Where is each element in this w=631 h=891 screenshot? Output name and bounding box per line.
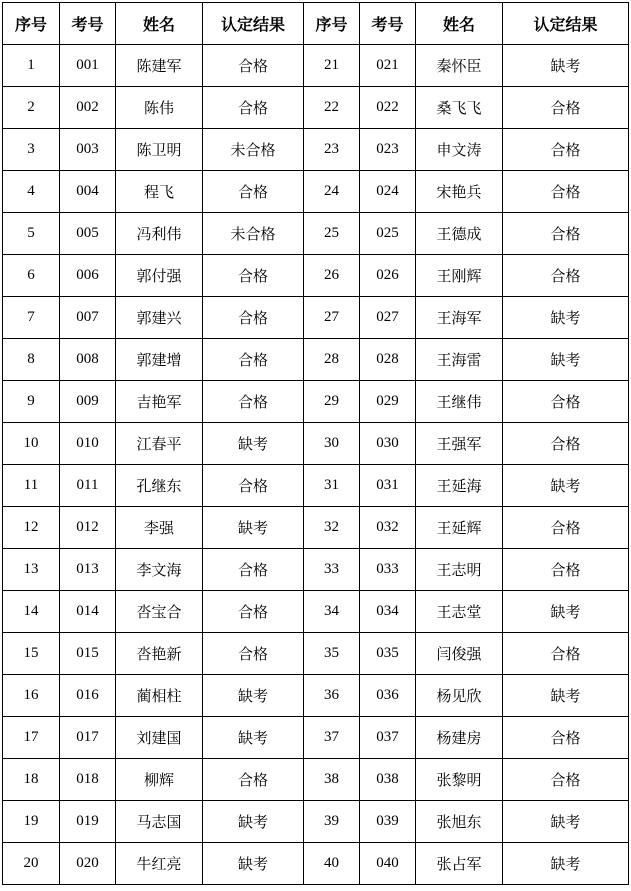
cell-result-right: 合格 [503,381,629,423]
table-body [3,45,629,885]
cell-result-right: 缺考 [503,465,629,507]
results-table [2,2,629,885]
cell-name-left: 陈卫明 [116,129,203,171]
cell-name-right: 张旭东 [416,801,503,843]
cell-name-left: 陈伟 [116,87,203,129]
cell-result-right: 缺考 [503,297,629,339]
cell-serial-right: 32 [304,507,360,549]
cell-exam-no-left: 012 [60,507,116,549]
table-row [3,549,629,591]
cell-name-right: 王继伟 [416,381,503,423]
cell-serial-left: 12 [3,507,60,549]
header-name-right: 姓名 [416,3,503,45]
cell-name-left: 蔺相柱 [116,675,203,717]
cell-exam-no-right: 035 [360,633,416,675]
cell-serial-right: 27 [304,297,360,339]
cell-exam-no-left: 019 [60,801,116,843]
cell-name-right: 秦怀臣 [416,45,503,87]
cell-result-left: 合格 [203,759,304,801]
cell-name-right: 桑飞飞 [416,87,503,129]
cell-result-right: 合格 [503,717,629,759]
cell-serial-left: 15 [3,633,60,675]
cell-exam-no-right: 039 [360,801,416,843]
cell-exam-no-left: 007 [60,297,116,339]
cell-result-right: 缺考 [503,675,629,717]
cell-serial-right: 23 [304,129,360,171]
cell-exam-no-left: 017 [60,717,116,759]
cell-result-left: 合格 [203,591,304,633]
cell-name-left: 马志国 [116,801,203,843]
cell-result-left: 合格 [203,381,304,423]
cell-serial-right: 28 [304,339,360,381]
cell-serial-right: 29 [304,381,360,423]
cell-name-right: 王刚辉 [416,255,503,297]
cell-serial-right: 36 [304,675,360,717]
cell-result-left: 合格 [203,45,304,87]
cell-exam-no-left: 018 [60,759,116,801]
cell-result-left: 缺考 [203,801,304,843]
cell-exam-no-left: 002 [60,87,116,129]
cell-name-right: 宋艳兵 [416,171,503,213]
table-row [3,507,629,549]
cell-name-right: 王强军 [416,423,503,465]
cell-name-right: 王海雷 [416,339,503,381]
cell-exam-no-right: 029 [360,381,416,423]
cell-name-left: 郭付强 [116,255,203,297]
cell-exam-no-right: 025 [360,213,416,255]
cell-result-left: 缺考 [203,717,304,759]
cell-serial-right: 21 [304,45,360,87]
cell-serial-left: 4 [3,171,60,213]
cell-result-left: 合格 [203,171,304,213]
cell-exam-no-right: 027 [360,297,416,339]
cell-serial-right: 30 [304,423,360,465]
cell-exam-no-right: 023 [360,129,416,171]
cell-exam-no-right: 036 [360,675,416,717]
cell-name-right: 王志堂 [416,591,503,633]
cell-serial-left: 1 [3,45,60,87]
table-row [3,381,629,423]
table-row [3,87,629,129]
table-row [3,339,629,381]
cell-result-left: 合格 [203,339,304,381]
table-row [3,171,629,213]
cell-serial-left: 17 [3,717,60,759]
table-row [3,45,629,87]
cell-name-left: 呇宝合 [116,591,203,633]
cell-exam-no-left: 009 [60,381,116,423]
cell-exam-no-right: 021 [360,45,416,87]
cell-name-left: 陈建军 [116,45,203,87]
table-row [3,633,629,675]
table-row [3,297,629,339]
cell-result-left: 缺考 [203,423,304,465]
cell-name-left: 郭建增 [116,339,203,381]
table-row [3,213,629,255]
cell-exam-no-left: 003 [60,129,116,171]
cell-name-right: 申文涛 [416,129,503,171]
cell-name-left: 牛红亮 [116,843,203,885]
cell-exam-no-right: 026 [360,255,416,297]
cell-result-right: 合格 [503,507,629,549]
header-result-right: 认定结果 [503,3,629,45]
cell-serial-left: 5 [3,213,60,255]
cell-exam-no-left: 005 [60,213,116,255]
cell-name-left: 孔继东 [116,465,203,507]
cell-name-right: 王延辉 [416,507,503,549]
cell-name-right: 杨建房 [416,717,503,759]
cell-name-right: 王海军 [416,297,503,339]
cell-serial-left: 9 [3,381,60,423]
cell-serial-right: 38 [304,759,360,801]
cell-result-left: 合格 [203,549,304,591]
cell-exam-no-right: 040 [360,843,416,885]
cell-exam-no-left: 013 [60,549,116,591]
cell-exam-no-right: 033 [360,549,416,591]
cell-result-left: 未合格 [203,213,304,255]
cell-name-left: 江春平 [116,423,203,465]
table-row [3,255,629,297]
cell-serial-right: 39 [304,801,360,843]
table-row [3,759,629,801]
cell-serial-right: 25 [304,213,360,255]
table-row [3,717,629,759]
cell-serial-left: 8 [3,339,60,381]
cell-serial-right: 37 [304,717,360,759]
cell-serial-left: 7 [3,297,60,339]
cell-exam-no-left: 004 [60,171,116,213]
cell-exam-no-right: 038 [360,759,416,801]
header-serial-right: 序号 [304,3,360,45]
header-serial-left: 序号 [3,3,60,45]
table-row [3,801,629,843]
header-name-left: 姓名 [116,3,203,45]
cell-result-left: 缺考 [203,507,304,549]
cell-serial-left: 14 [3,591,60,633]
cell-result-right: 缺考 [503,591,629,633]
cell-name-right: 杨见欣 [416,675,503,717]
cell-exam-no-right: 031 [360,465,416,507]
cell-result-left: 合格 [203,633,304,675]
cell-serial-right: 31 [304,465,360,507]
cell-exam-no-left: 010 [60,423,116,465]
cell-serial-left: 16 [3,675,60,717]
cell-result-right: 缺考 [503,801,629,843]
cell-serial-left: 18 [3,759,60,801]
cell-serial-left: 10 [3,423,60,465]
cell-name-right: 王延海 [416,465,503,507]
cell-name-left: 程飞 [116,171,203,213]
header-exam-no-left: 考号 [60,3,116,45]
cell-result-right: 合格 [503,423,629,465]
table-row [3,129,629,171]
cell-result-right: 合格 [503,759,629,801]
cell-result-right: 缺考 [503,339,629,381]
cell-name-left: 李强 [116,507,203,549]
table-row [3,423,629,465]
cell-serial-left: 3 [3,129,60,171]
cell-result-left: 合格 [203,87,304,129]
cell-name-right: 王德成 [416,213,503,255]
cell-exam-no-right: 037 [360,717,416,759]
cell-exam-no-right: 028 [360,339,416,381]
cell-serial-left: 2 [3,87,60,129]
cell-exam-no-right: 022 [360,87,416,129]
cell-name-left: 李文海 [116,549,203,591]
cell-result-right: 合格 [503,87,629,129]
cell-result-right: 合格 [503,213,629,255]
cell-result-right: 缺考 [503,843,629,885]
cell-result-right: 合格 [503,633,629,675]
cell-serial-right: 35 [304,633,360,675]
cell-serial-left: 20 [3,843,60,885]
cell-result-right: 合格 [503,549,629,591]
cell-name-left: 呇艳新 [116,633,203,675]
cell-exam-no-left: 016 [60,675,116,717]
cell-exam-no-left: 015 [60,633,116,675]
cell-name-right: 王志明 [416,549,503,591]
cell-serial-right: 40 [304,843,360,885]
cell-name-right: 张黎明 [416,759,503,801]
table-row [3,591,629,633]
cell-serial-left: 11 [3,465,60,507]
cell-exam-no-left: 008 [60,339,116,381]
cell-serial-right: 33 [304,549,360,591]
cell-serial-left: 13 [3,549,60,591]
header-exam-no-right: 考号 [360,3,416,45]
cell-exam-no-right: 032 [360,507,416,549]
cell-serial-right: 34 [304,591,360,633]
cell-serial-right: 26 [304,255,360,297]
cell-serial-right: 24 [304,171,360,213]
cell-serial-left: 19 [3,801,60,843]
header-result-left: 认定结果 [203,3,304,45]
cell-exam-no-left: 011 [60,465,116,507]
cell-name-left: 郭建兴 [116,297,203,339]
cell-exam-no-right: 024 [360,171,416,213]
cell-result-right: 合格 [503,255,629,297]
cell-result-left: 合格 [203,255,304,297]
cell-name-left: 柳辉 [116,759,203,801]
cell-exam-no-left: 001 [60,45,116,87]
cell-exam-no-left: 006 [60,255,116,297]
cell-name-left: 刘建国 [116,717,203,759]
header-row [3,3,629,45]
cell-exam-no-right: 030 [360,423,416,465]
cell-result-left: 缺考 [203,675,304,717]
cell-serial-left: 6 [3,255,60,297]
cell-exam-no-left: 020 [60,843,116,885]
cell-name-right: 闫俊强 [416,633,503,675]
table-row [3,465,629,507]
cell-result-right: 合格 [503,129,629,171]
cell-name-right: 张占军 [416,843,503,885]
cell-result-left: 缺考 [203,843,304,885]
cell-exam-no-right: 034 [360,591,416,633]
cell-result-left: 合格 [203,297,304,339]
table-row [3,843,629,885]
table-row [3,675,629,717]
cell-result-left: 合格 [203,465,304,507]
cell-result-right: 合格 [503,171,629,213]
cell-name-left: 吉艳军 [116,381,203,423]
cell-result-right: 缺考 [503,45,629,87]
cell-serial-right: 22 [304,87,360,129]
cell-exam-no-left: 014 [60,591,116,633]
cell-name-left: 冯利伟 [116,213,203,255]
cell-result-left: 未合格 [203,129,304,171]
